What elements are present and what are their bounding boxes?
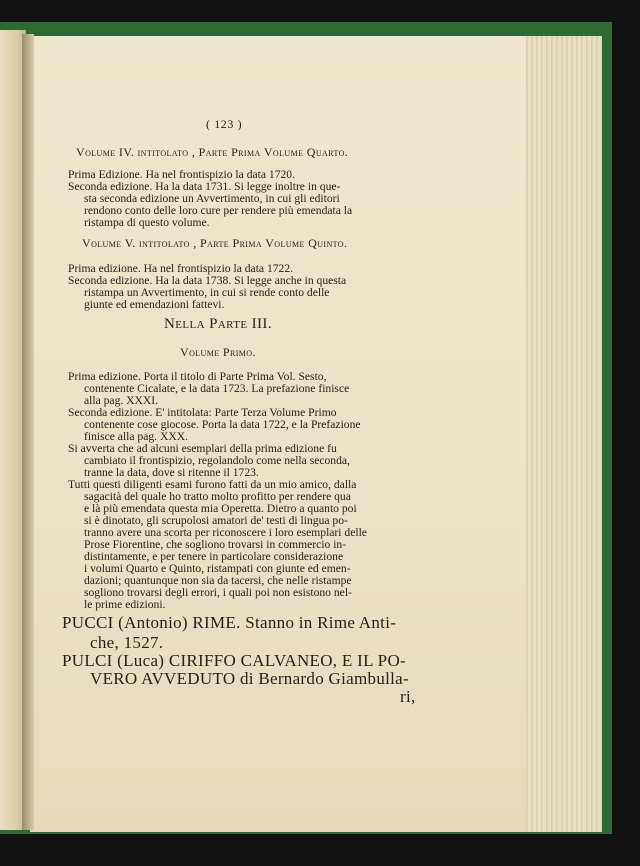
text-line: tranno avere una scorta per riconoscere i loro esemplari delle xyxy=(84,526,367,539)
subheading-volume-primo: Volume Primo. xyxy=(180,345,256,359)
section-heading-parte-iii: Nella Parte III. xyxy=(164,316,272,332)
text-line: Seconda edizione. E' intitolata: Parte Terza Volume Primo xyxy=(68,406,337,419)
text-line: ristampa di questo volume. xyxy=(84,216,210,229)
text-line: dazioni; quantunque non sia da tacersi, che nelle ristampe xyxy=(84,574,352,587)
text-line: cambiato il frontispizio, regolandolo come nella seconda, xyxy=(84,454,350,467)
text-line: contenente cose giocose. Porta la data 1722, e la Prefazione xyxy=(84,418,361,431)
text-line: giunte ed emendazioni fattevi. xyxy=(84,298,225,311)
text-line: tranne la data, dove si ritenne il 1723. xyxy=(84,466,259,479)
text-line: alla pag. XXXI. xyxy=(84,394,159,407)
text-line: finisce alla pag. XXX. xyxy=(84,430,188,443)
text-line: si è dinotato, gli scrupolosi amatori de' testi di lingua po- xyxy=(84,514,348,527)
section-heading-volume-v: Volume V. intitolato , Parte Prima Volume Quinto. xyxy=(82,236,348,250)
entry-pulci-continuation: ri, xyxy=(400,687,416,706)
entry-pucci-continuation: che, 1527. xyxy=(90,633,164,652)
text-line: sagacità del quale ho tratto molto profitto per rendere qua xyxy=(84,490,351,503)
page-edges xyxy=(518,36,602,832)
text-line: Prima edizione. Porta il titolo di Parte Prima Vol. Sesto, xyxy=(68,370,327,383)
text-line: Seconda edizione. Ha la data 1738. Si legge anche in questa xyxy=(68,274,347,287)
text-line: Seconda edizione. Ha la data 1731. Si legge inoltre in que- xyxy=(68,180,341,193)
section-heading-volume-iv: Volume IV. intitolato , Parte Prima Volume Quarto. xyxy=(76,145,349,159)
text-line: Prima edizione. Ha nel frontispizio la data 1722. xyxy=(68,262,294,275)
text-line: Si avverta che ad alcuni esemplari della prima edizione fu xyxy=(68,442,337,455)
text-line: i volumi Quarto e Quinto, ristampati con giunte ed emen- xyxy=(84,562,351,575)
gutter-shadow xyxy=(22,34,34,830)
entry-pulci-heading: PULCI (Luca) CIRIFFO CALVANEO, E IL PO- xyxy=(62,651,406,670)
page-number: ( 123 ) xyxy=(206,117,243,131)
text-line: sta seconda edizione un Avvertimento, in cui gli editori xyxy=(84,192,340,205)
text-line: rendono conto delle loro cure per rendere più emendata la xyxy=(84,204,353,217)
text-line: distintamente, e per tenere in particolare considerazione xyxy=(84,550,344,563)
entry-pucci-heading: PUCCI (Antonio) RIME. Stanno in Rime Anti- xyxy=(62,613,397,632)
text-line: Tutti questi diligenti esami furono fatti da un mio amico, dalla xyxy=(68,478,357,491)
text-line: le prime edizioni. xyxy=(84,598,166,611)
entry-pulci-continuation: VERO AVVEDUTO di Bernardo Giambulla- xyxy=(90,669,409,688)
text-line: ristampa un Avvertimento, in cui si rende conto delle xyxy=(84,286,330,299)
text-line: sogliono trovarsi degli errori, i quali poi non esistono nel- xyxy=(84,586,352,599)
text-line: e là più emendata questa mia Operetta. Dietro a quanto poi xyxy=(84,502,357,515)
text-line: Prima Edizione. Ha nel frontispizio la data 1720. xyxy=(68,168,295,181)
text-line: Prose Fiorentine, che sogliono trovarsi in commercio in- xyxy=(84,538,347,551)
text-line: contenente Cicalate, e la data 1723. La prefazione finisce xyxy=(84,382,350,395)
